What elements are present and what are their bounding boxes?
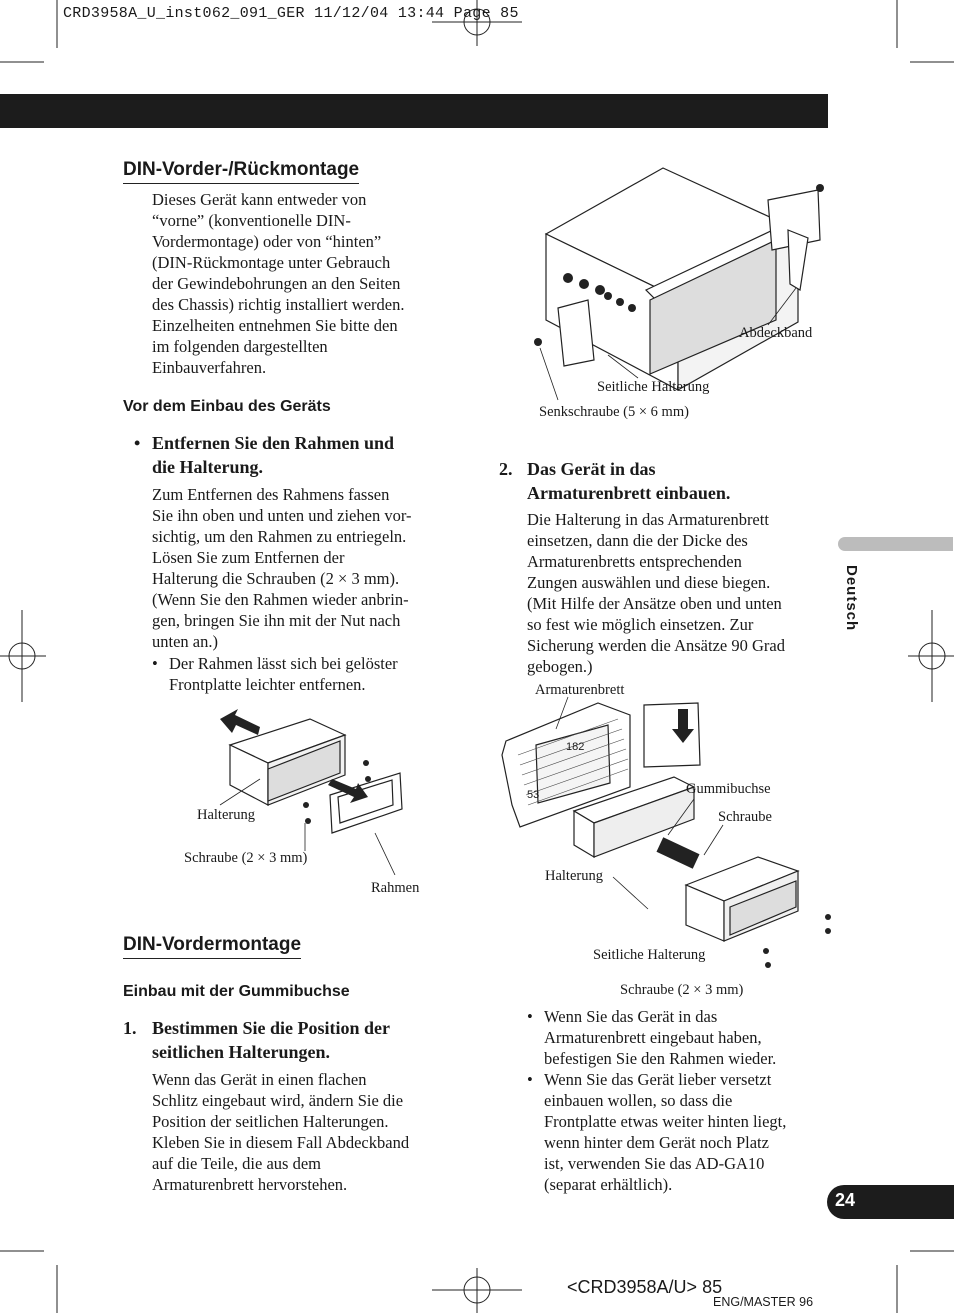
fig3-label-schraube: Schraube <box>718 809 772 825</box>
right-bullet-2: Wenn Sie das Gerät lieber versetzt einbauen wollen, so dass die Frontplatte etwas weiter hinten liegt, wenn hinter dem Gerät noch Platz ist, verwenden Sie das AD-GA10 (separat erhältlich). <box>544 1070 787 1194</box>
bullet-text: Zum Entfernen des Rahmens fassen Sie ihn oben und unten und ziehen vor- sichtig, um den Rahmen zu entriegeln. Lösen Sie zum Entfernen der Halterung die Schrauben (2 × 3 mm). (Wenn Sie den Rahmen wieder anbrin- gen, bringen Sie ihn mit der Nut nach unten an.) <box>152 485 412 651</box>
fig3-label-gummibuchse: Gummibuchse <box>686 781 771 797</box>
step2-number: 2. <box>499 459 513 479</box>
sub-bullet-text: Der Rahmen lässt sich bei gelöster Frontplatte leichter entfernen. <box>169 654 398 694</box>
fig3-dim-height: 53 <box>527 789 540 801</box>
bullet-marker: • <box>527 1007 533 1026</box>
fig1-label-halterung: Halterung <box>197 807 255 823</box>
step1-number: 1. <box>123 1018 137 1038</box>
fig2-label-abdeckband: Abdeckband <box>739 325 813 341</box>
language-label: Deutsch <box>843 565 860 632</box>
figure-side-brackets <box>528 160 838 410</box>
section-title-din-front: DIN-Vordermontage <box>123 934 301 959</box>
language-tab <box>838 537 953 551</box>
sub-bullet-marker: • <box>152 654 158 673</box>
step1-title: Bestimmen Sie die Position der seitlichen Halterungen. <box>152 1018 390 1062</box>
step1-text: Wenn das Gerät in einen flachen Schlitz eingebaut wird, ändern Sie die Position der seitlichen Halterungen. Kleben Sie in diesem Fall Abdeckband auf die Teile, die aus dem Armaturenbrett hervorstehen. <box>152 1070 410 1194</box>
fig2-label-seitliche: Seitliche Halterung <box>597 379 710 395</box>
step2-title: Das Gerät in das Armaturenbrett einbauen. <box>527 459 731 503</box>
bullet-marker: • <box>527 1070 533 1089</box>
right-bullet-1: Wenn Sie das Gerät in das Armaturenbrett eingebaut haben, befestigen Sie den Rahmen wieder. <box>544 1007 777 1068</box>
fig3-label-schraube2: Schraube (2 × 3 mm) <box>620 982 744 998</box>
fig3-label-armaturenbrett: Armaturenbrett <box>535 682 625 698</box>
subheading-rubber-bushing: Einbau mit der Gummibuchse <box>123 983 350 1000</box>
subheading-before-install: Vor dem Einbau des Geräts <box>123 398 331 415</box>
fig1-label-schraube: Schraube (2 × 3 mm) <box>184 850 308 866</box>
fig3-label-seitliche: Seitliche Halterung <box>593 947 706 963</box>
fig3-dim-width: 182 <box>566 741 585 753</box>
section-title-din-front-rear: DIN-Vorder-/Rückmontage <box>123 159 359 184</box>
top-bar <box>0 94 828 128</box>
fig1-label-rahmen: Rahmen <box>371 880 420 896</box>
bullet-title: Entfernen Sie den Rahmen und die Halterung. <box>152 433 395 477</box>
step2-text: Die Halterung in das Armaturenbrett einsetzen, dann die der Dicke des Armaturenbretts entsprechenden Zungen auswählen und diese biegen. (Mit Hilfe der Ansätze oben und unten so fest wie möglich einsetzen. Zur Sicherung werden die Ansätze 90 Grad gebogen.) <box>527 510 785 676</box>
footer-code: <CRD3958A/U> 85 <box>567 1277 723 1297</box>
footer-master: ENG/MASTER 96 <box>713 1295 814 1309</box>
print-header: CRD3958A_U_inst062_091_GER 11/12/04 13:44 Page 85 <box>63 5 519 22</box>
page-number: 24 <box>835 1190 856 1210</box>
fig2-label-senkschraube: Senkschraube (5 × 6 mm) <box>539 404 689 420</box>
bullet-marker: • <box>134 433 141 453</box>
fig3-label-halterung: Halterung <box>545 868 603 884</box>
section1-text: Dieses Gerät kann entweder von “vorne” (konventionelle DIN- Vordermontage) oder von “hinten” (DIN-Rückmontage unter Gebrauch der Gewindebohrungen an den Seiten des Chassis) richtig installiert werden. Einzelheiten entnehmen Sie bitte den im folgenden dargestellten Einbauverfahren. <box>152 190 405 377</box>
